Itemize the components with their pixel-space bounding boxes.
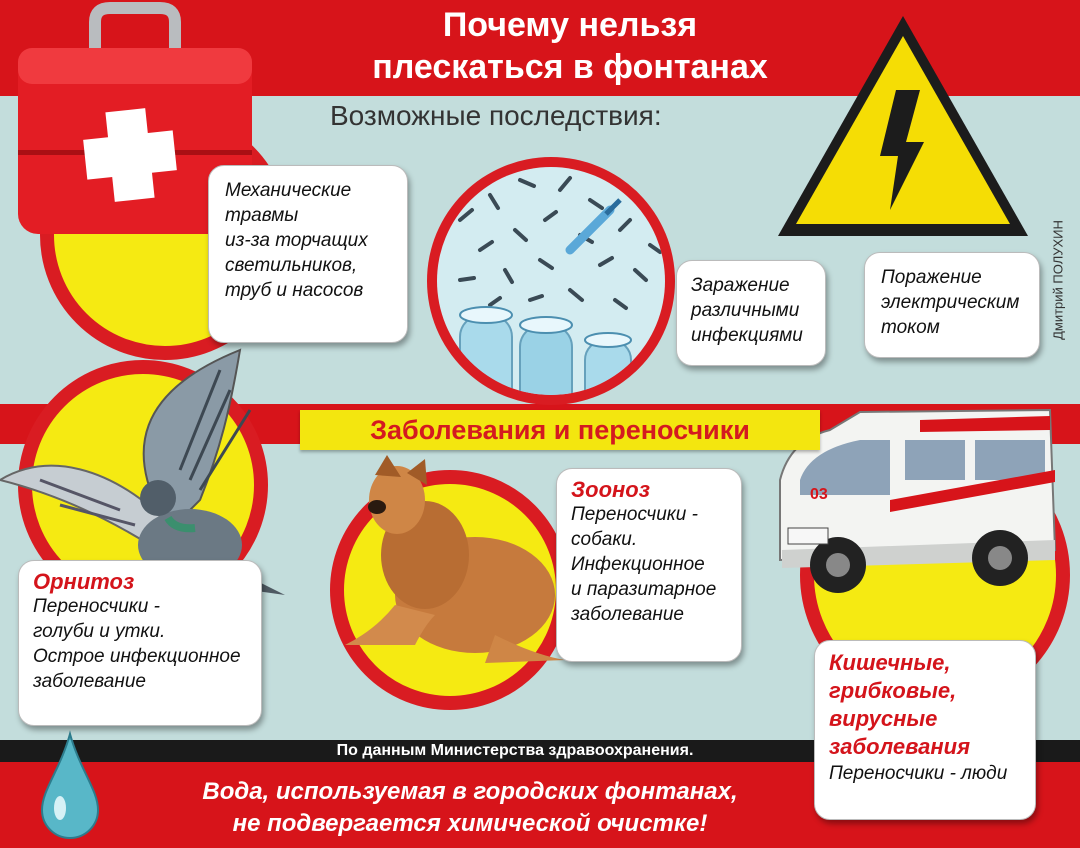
water-warning-line-1: Вода, используемая в городских фонтанах, <box>202 778 738 805</box>
bacteria-test-tubes-icon <box>420 150 682 412</box>
water-warning <box>150 776 790 840</box>
intestinal-diseases-bubble <box>814 640 1036 820</box>
section-label: Заболевания и переносчики <box>300 410 820 450</box>
electric-shock-text: Поражение электрическим током <box>881 267 1020 338</box>
title-line-1: Почему нельзя <box>442 6 698 44</box>
ornithosis-bubble <box>18 560 262 726</box>
electric-shock-bubble <box>864 252 1040 358</box>
title-line-2: плескаться в фонтанах <box>372 48 768 86</box>
zoonosis-heading: Зооноз <box>571 477 650 502</box>
ornithosis-text: Переносчики - голуби и утки. Острое инфекционное заболевание <box>33 596 241 692</box>
ambulance-number: 03 <box>810 486 828 503</box>
dog-icon <box>345 455 570 675</box>
ornithosis-heading: Орнитоз <box>33 569 135 594</box>
possible-consequences-label: Возможные последствия: <box>330 100 662 131</box>
water-warning-line-2: не подвергается химической очистке! <box>232 810 708 837</box>
intestinal-diseases-heading: Кишечные, грибковые, вирусные заболевания <box>829 650 971 759</box>
infection-text: Заражение различными инфекциями <box>691 275 803 346</box>
mechanical-injuries-text: Механические травмы из-за торчащих светильников, труб и насосов <box>225 180 368 301</box>
author-credit: Дмитрий ПОЛУХИН <box>1050 220 1066 340</box>
intestinal-diseases-text: Переносчики - люди <box>829 763 1008 784</box>
poster-title <box>300 4 840 88</box>
zoonosis-text: Переносчики - собаки. Инфекционное и паразитарное заболевание <box>571 504 717 625</box>
mechanical-injuries-bubble <box>208 165 408 343</box>
source-note: По данным Министерства здравоохранения. <box>336 742 694 759</box>
zoonosis-bubble <box>556 468 742 662</box>
water-drop-icon <box>40 730 100 840</box>
infection-bubble <box>676 260 826 366</box>
